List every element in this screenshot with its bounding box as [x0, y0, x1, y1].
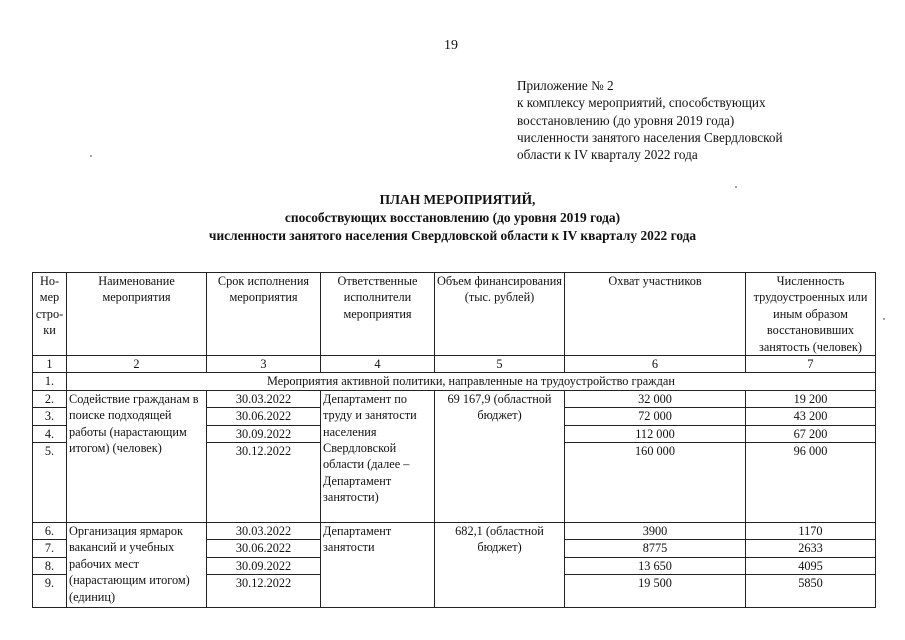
table-row — [33, 523, 876, 540]
employed: 19 200 — [746, 390, 876, 407]
coverage: 160 000 — [565, 443, 746, 523]
activity-name: Содействие гражданам в поиске подходящей работы (нарастающим итогом) (человек) — [67, 390, 207, 522]
employed: 1170 — [746, 523, 876, 540]
column-number: 4 — [321, 356, 435, 373]
appendix-line: области к IV кварталу 2022 года — [517, 147, 698, 163]
row-number: 3. — [33, 408, 67, 425]
title-line: ПЛАН МЕРОПРИЯТИЙ, — [379, 192, 536, 207]
employed: 5850 — [746, 575, 876, 608]
deadline: 30.06.2022 — [207, 540, 321, 557]
row-number: 8. — [33, 557, 67, 574]
row-number: 6. — [33, 523, 67, 540]
scan-speck — [90, 155, 92, 157]
executor: Департамент занятости — [321, 523, 435, 608]
deadline: 30.09.2022 — [207, 557, 321, 574]
appendix-line: к комплексу мероприятий, способствующих — [517, 95, 766, 111]
page-number: 19 — [444, 38, 458, 53]
header-cell: Срок исполнения мероприятия — [207, 273, 321, 356]
title-line: способствующих восстановлению (до уровня 2019 года) — [284, 210, 621, 225]
scan-speck — [735, 186, 737, 188]
row-number: 5. — [33, 443, 67, 523]
row-number: 9. — [33, 575, 67, 608]
employed: 2633 — [746, 540, 876, 557]
column-number: 5 — [435, 356, 565, 373]
deadline: 30.09.2022 — [207, 425, 321, 442]
employed: 43 200 — [746, 408, 876, 425]
row-number: 7. — [33, 540, 67, 557]
appendix-note — [517, 77, 783, 163]
header-cell: Охват участников — [565, 273, 746, 356]
header-cell: Численность трудоустроенных или иным образом восстановивших занятость (человек) — [746, 273, 876, 356]
coverage: 3900 — [565, 523, 746, 540]
deadline: 30.03.2022 — [207, 390, 321, 407]
header-cell: Ответственные исполнители мероприятия — [321, 273, 435, 356]
column-number-row — [33, 356, 876, 373]
appendix-line: восстановлению (до уровня 2019 года) — [517, 112, 735, 128]
header-cell: Наименование мероприятия — [67, 273, 207, 356]
row-number: 2. — [33, 390, 67, 407]
column-number: 6 — [565, 356, 746, 373]
column-number: 7 — [746, 356, 876, 373]
table-row — [33, 390, 876, 407]
employed: 67 200 — [746, 425, 876, 442]
deadline: 30.12.2022 — [207, 443, 321, 523]
coverage: 112 000 — [565, 425, 746, 442]
header-row — [33, 273, 876, 356]
column-number: 2 — [67, 356, 207, 373]
column-number: 1 — [33, 356, 67, 373]
column-number: 3 — [207, 356, 321, 373]
row-number: 4. — [33, 425, 67, 442]
activity-name: Организация ярмарок вакансий и учебных рабочих мест (нарастающим итогом) (единиц) — [67, 523, 207, 608]
deadline: 30.06.2022 — [207, 408, 321, 425]
coverage: 8775 — [565, 540, 746, 557]
header-cell: Но-мер стро-ки — [33, 273, 67, 356]
title-line: численности занятого населения Свердловской области к IV кварталу 2022 года — [208, 228, 697, 243]
funding: 682,1 (областной бюджет) — [435, 523, 565, 608]
section-number: 1. — [33, 373, 67, 390]
funding: 69 167,9 (областной бюджет) — [435, 390, 565, 522]
coverage: 32 000 — [565, 390, 746, 407]
deadline: 30.12.2022 — [207, 575, 321, 608]
appendix-line: Приложение № 2 — [517, 78, 614, 93]
coverage: 72 000 — [565, 408, 746, 425]
coverage: 19 500 — [565, 575, 746, 608]
section-row — [33, 373, 876, 390]
appendix-line: численности занятого населения Свердловской — [517, 129, 783, 145]
document-title — [0, 191, 905, 245]
employed: 4095 — [746, 557, 876, 574]
coverage: 13 650 — [565, 557, 746, 574]
scan-speck — [883, 318, 885, 320]
executor: Департамент по труду и занятости населения Свердловской области (далее – Департамент занятости) — [321, 390, 435, 522]
header-cell: Объем финансирования (тыс. рублей) — [435, 273, 565, 356]
section-title: Мероприятия активной политики, направленные на трудоустройство граждан — [67, 373, 876, 390]
plan-table — [32, 272, 876, 608]
employed: 96 000 — [746, 443, 876, 523]
deadline: 30.03.2022 — [207, 523, 321, 540]
